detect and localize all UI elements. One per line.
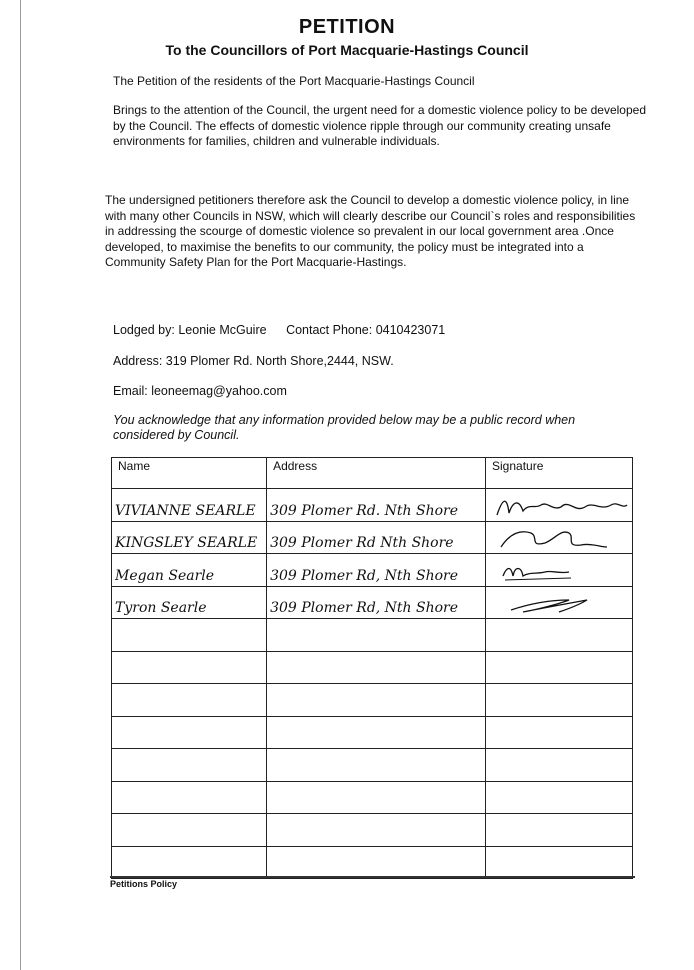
cell-address <box>267 814 486 847</box>
cell-name: KINGSLEY SEARLE <box>112 521 267 554</box>
cell-address <box>267 651 486 684</box>
lodged-by-line <box>113 323 445 337</box>
table-row <box>112 619 633 652</box>
cell-name <box>112 781 267 814</box>
footer-divider <box>110 876 635 878</box>
petition-subtitle: To the Councillors of Port Macquarie-Hastings Council <box>165 42 529 58</box>
header-signature: Signature <box>486 458 633 489</box>
intro-paragraph: The Petition of the residents of the Port Macquarie-Hastings Council <box>113 74 475 88</box>
cell-signature <box>486 521 633 554</box>
table-row <box>112 521 633 554</box>
attention-paragraph: Brings to the attention of the Council, the urgent need for a domestic violence policy to be developed by the Council. The effects of domestic violence ripple through our community creating unsafe environments for families, children and vulnerable individuals. <box>113 103 647 148</box>
cell-address <box>267 781 486 814</box>
acknowledgement-text: You acknowledge that any information provided below may be a public record when considered by Council. <box>113 413 576 442</box>
cell-address <box>267 846 486 879</box>
table-row <box>112 554 633 587</box>
table-row <box>112 684 633 717</box>
cell-address <box>267 684 486 717</box>
table-row <box>112 846 633 879</box>
cell-address <box>267 619 486 652</box>
address-line: Address: 319 Plomer Rd. North Shore,2444, NSW. <box>113 354 394 368</box>
cell-name <box>112 716 267 749</box>
request-paragraph: The undersigned petitioners therefore ask the Council to develop a domestic violence policy, in line with many other Councils in NSW, which will clearly describe our Council`s roles and responsibilities in addressing the scourge of domestic violence so prevalent in our local government area .Once developed, to maximise the benefits to our community, the policy must be integrated into a Community Safety Plan for the Port Macquarie-Hastings. <box>105 193 636 269</box>
cell-address <box>267 749 486 782</box>
cell-name <box>112 814 267 847</box>
cell-address: 309 Plomer Rd Nth Shore <box>267 521 486 554</box>
cell-signature <box>486 716 633 749</box>
left-margin-line <box>20 0 21 970</box>
cell-signature <box>486 586 633 619</box>
header-name: Name <box>112 458 267 489</box>
lodged-by: Lodged by: Leonie McGuire <box>113 323 267 337</box>
cell-name <box>112 749 267 782</box>
cell-signature <box>486 554 633 587</box>
cell-name: VIVIANNE SEARLE <box>112 489 267 522</box>
cell-signature <box>486 651 633 684</box>
cell-address <box>267 716 486 749</box>
cell-signature <box>486 489 633 522</box>
cell-signature <box>486 684 633 717</box>
cell-name: Tyron Searle <box>112 586 267 619</box>
table-row <box>112 586 633 619</box>
table-row <box>112 716 633 749</box>
cell-signature <box>486 846 633 879</box>
cell-signature <box>486 749 633 782</box>
footer-label: Petitions Policy <box>110 879 178 889</box>
header-address: Address <box>267 458 486 489</box>
table-row <box>112 781 633 814</box>
table-row <box>112 814 633 847</box>
cell-signature <box>486 814 633 847</box>
handwritten-signature <box>489 558 629 584</box>
cell-name <box>112 846 267 879</box>
handwritten-signature <box>489 525 629 551</box>
petition-title: PETITION <box>298 16 396 38</box>
cell-address: 309 Plomer Rd. Nth Shore <box>267 489 486 522</box>
handwritten-signature <box>489 590 629 616</box>
table-row <box>112 749 633 782</box>
handwritten-signature <box>489 493 629 519</box>
email-line: Email: leoneemag@yahoo.com <box>113 384 287 398</box>
signature-table <box>111 457 633 879</box>
cell-signature <box>486 619 633 652</box>
table-row <box>112 651 633 684</box>
contact-phone: Contact Phone: 0410423071 <box>286 323 446 337</box>
cell-name <box>112 619 267 652</box>
cell-address: 309 Plomer Rd, Nth Shore <box>267 554 486 587</box>
cell-name <box>112 651 267 684</box>
table-header-row <box>112 458 633 489</box>
cell-address: 309 Plomer Rd, Nth Shore <box>267 586 486 619</box>
cell-name: Megan Searle <box>112 554 267 587</box>
cell-signature <box>486 781 633 814</box>
cell-name <box>112 684 267 717</box>
table-row <box>112 489 633 522</box>
